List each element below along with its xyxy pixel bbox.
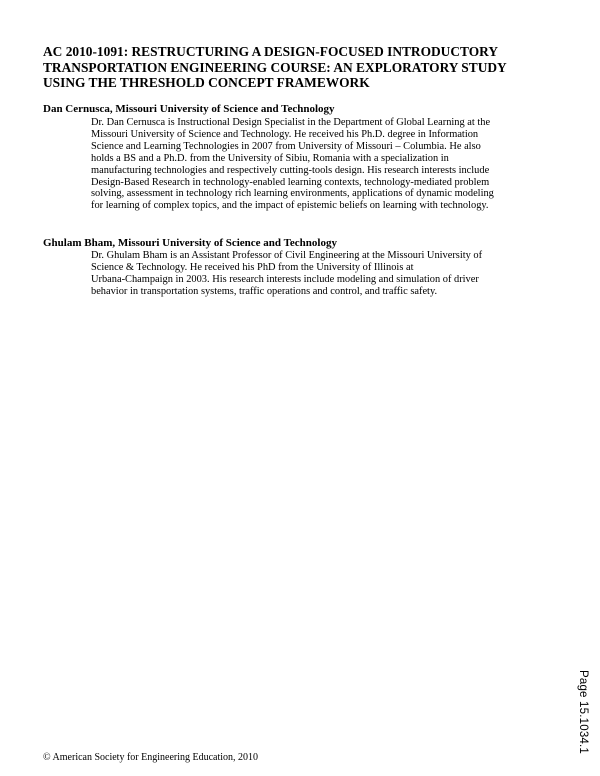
page-number: Page 15.1034.1 [577,670,589,755]
bio-line: manufacturing technologies and respectively cutting-tools design. His research interests include [91,164,490,176]
copyright-footer: © American Society for Engineering Education, 2010 [43,752,259,763]
bio-line: Missouri University of Science and Technology. He received his Ph.D. degree in Information [91,128,479,140]
bio-line: Urbana-Champaign in 2003. His research interests include modeling and simulation of driver [91,273,479,285]
author-heading-cernusca: Dan Cernusca, Missouri University of Science and Technology [43,103,335,115]
title-line: USING THE THRESHOLD CONCEPT FRAMEWORK [43,75,370,90]
paper-title [43,44,553,91]
author-heading-bham: Ghulam Bham, Missouri University of Science and Technology [43,237,337,249]
bio-line: behavior in transportation systems, traffic operations and control, and traffic safety. [91,285,438,297]
bio-line: for learning of complex topics, and the impact of epistemic beliefs on learning with technology. [91,200,489,212]
bio-line: Dr. Ghulam Bham is an Assistant Professor of Civil Engineering at the Missouri University of [91,250,483,261]
bio-line: Design-Based Research in technology-enabled learning contexts, technology-mediated problem [91,176,490,188]
author-bio-bham [91,250,482,298]
title-line: TRANSPORTATION ENGINEERING COURSE: AN EXPLORATORY STUDY [43,59,507,75]
bio-line: Science & Technology. He received his PhD from the University of Illinois at [91,261,414,273]
bio-line: solving, assessment in technology rich learning environments, applications of dynamic modeling [91,188,494,200]
bio-line: holds a BS and a Ph.D. from the University of Sibiu, Romania with a specialization in [91,152,449,164]
bio-line: Science and Learning Technologies in 2007 from University of Missouri – Columbia. He also [91,140,481,152]
bio-line: Dr. Dan Cernusca is Instructional Design Specialist in the Department of Global Learning at the [91,117,491,128]
title-line: AC 2010-1091: RESTRUCTURING A DESIGN-FOCUSED INTRODUCTORY [43,44,498,59]
author-bio-cernusca [91,117,494,212]
